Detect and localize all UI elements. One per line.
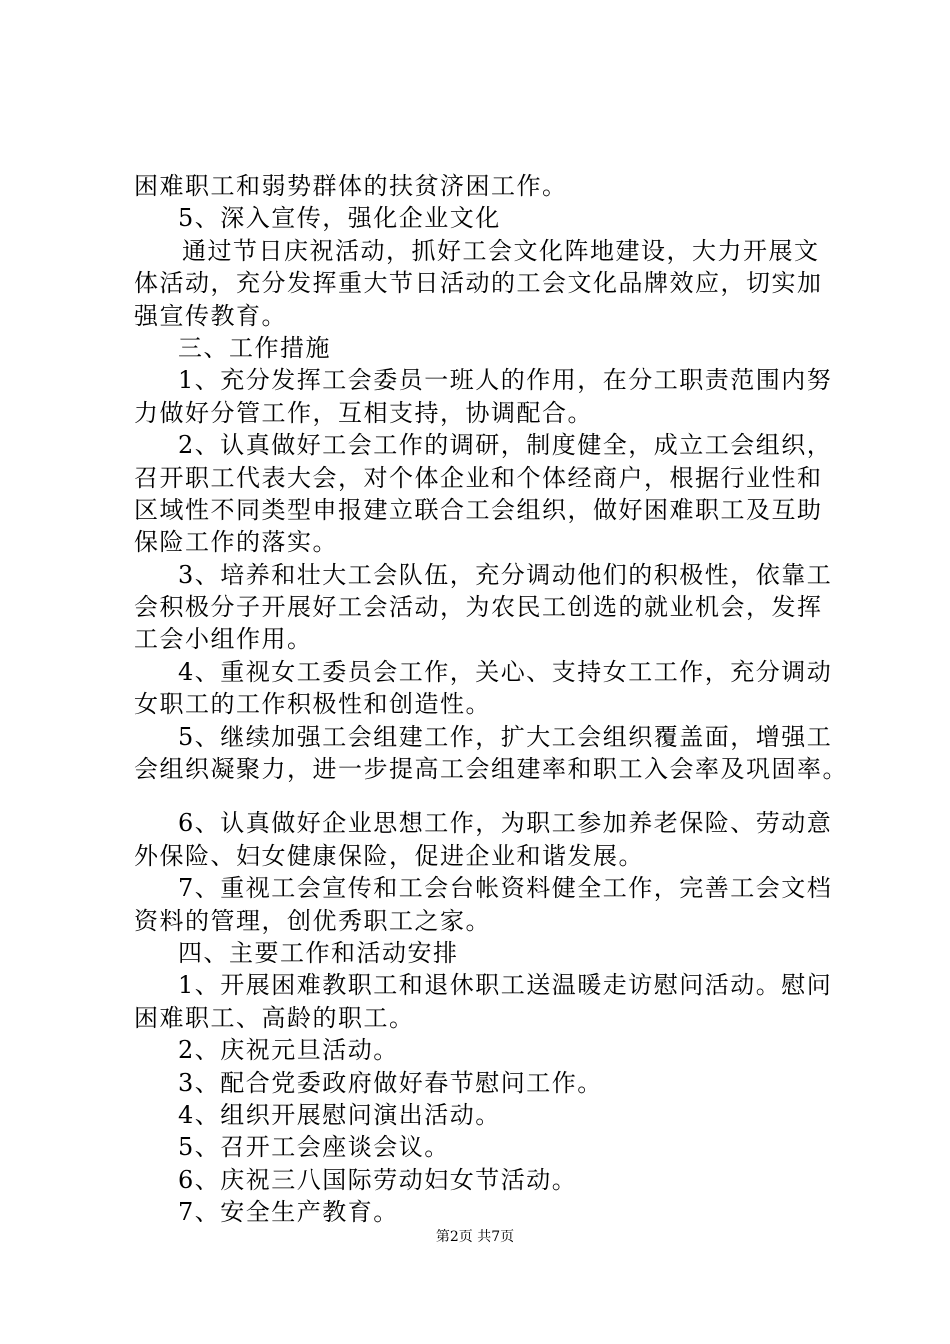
text-line: 困难职工、高龄的职工。 <box>134 1003 415 1032</box>
text-line: 5、深入宣传，强化企业文化 <box>178 204 501 233</box>
document-body <box>134 170 848 1229</box>
text-line: 1、开展困难教职工和退休职工送温暖走访慰问活动。慰问 <box>178 971 833 1000</box>
text-line: 资料的管理，创优秀职工之家。 <box>134 906 491 935</box>
text-line: 工会小组作用。 <box>134 625 313 654</box>
page-footer: 第2页 共7页 <box>435 1229 515 1245</box>
text-line: 5、继续加强工会组建工作，扩大工会组织覆盖面，增强工 <box>178 722 833 751</box>
blank-line <box>134 785 834 807</box>
text-line: 体活动，充分发挥重大节日活动的工会文化品牌效应，切实加 <box>134 269 823 298</box>
text-line: 会组织凝聚力，进一步提高工会组建率和职工入会率及巩固率。 <box>134 755 848 784</box>
text-line: 女职工的工作积极性和创造性。 <box>134 690 491 719</box>
text-line: 6、认真做好企业思想工作，为职工参加养老保险、劳动意 <box>178 809 833 838</box>
text-line: 三、工作措施 <box>178 333 331 362</box>
text-line: 召开职工代表大会，对个体企业和个体经商户，根据行业性和 <box>134 463 823 492</box>
text-line: 3、配合党委政府做好春节慰问工作。 <box>178 1068 603 1097</box>
text-line: 2、认真做好工会工作的调研，制度健全，成立工会组织， <box>178 431 833 460</box>
text-line: 6、庆祝三八国际劳动妇女节活动。 <box>178 1165 578 1194</box>
text-line: 1、充分发挥工会委员一班人的作用，在分工职责范围内努 <box>178 366 833 395</box>
text-line: 困难职工和弱势群体的扶贫济困工作。 <box>134 172 568 200</box>
text-line: 四、主要工作和活动安排 <box>178 938 459 967</box>
text-line: 强宣传教育。 <box>134 301 287 330</box>
text-line: 保险工作的落实。 <box>134 528 338 557</box>
text-line: 会积极分子开展好工会活动，为农民工创选的就业机会，发挥 <box>134 593 823 622</box>
text-line: 通过节日庆祝活动，抓好工会文化阵地建设，大力开展文 <box>182 236 820 265</box>
text-line: 4、组织开展慰问演出活动。 <box>178 1100 501 1129</box>
text-line: 7、重视工会宣传和工会台帐资料健全工作，完善工会文档 <box>178 874 833 903</box>
text-line: 力做好分管工作，互相支持，协调配合。 <box>134 398 593 427</box>
text-line: 7、安全生产教育。 <box>178 1198 399 1227</box>
text-line: 3、培养和壮大工会队伍，充分调动他们的积极性，依靠工 <box>178 560 833 589</box>
text-line: 2、庆祝元旦活动。 <box>178 1036 399 1065</box>
text-line: 4、重视女工委员会工作，关心、支持女工工作，充分调动 <box>178 657 833 686</box>
text-line: 5、召开工会座谈会议。 <box>178 1133 450 1162</box>
text-line: 区域性不同类型申报建立联合工会组织，做好困难职工及互助 <box>134 495 823 524</box>
text-line: 外保险、妇女健康保险，促进企业和谐发展。 <box>134 841 644 870</box>
